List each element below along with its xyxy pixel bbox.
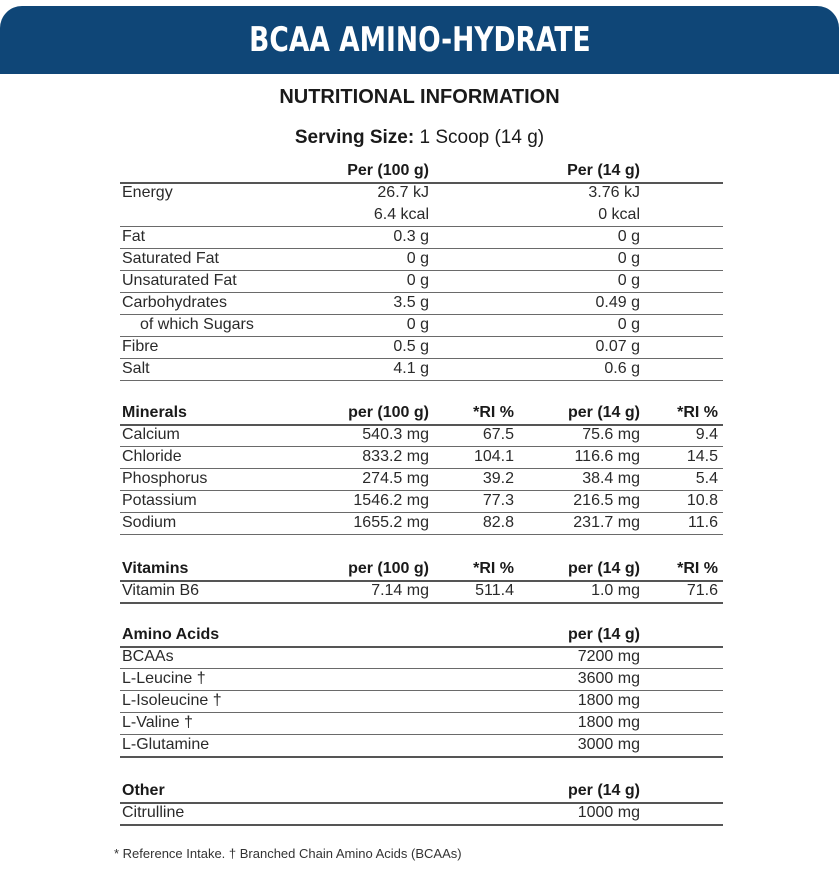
ri-per-100g: 82.8 — [482, 514, 514, 531]
serving-size-label: Serving Size: — [294, 127, 415, 148]
section-heading: NUTRITIONAL INFORMATION — [279, 86, 560, 108]
value-per-100g: 0.5 g — [393, 338, 429, 355]
section-title: Amino Acids — [122, 626, 220, 643]
product-title: BCAA AMINO-HYDRATE — [248, 20, 591, 60]
table-row — [120, 668, 723, 691]
column-header: per (100 g) — [348, 560, 429, 577]
row-label: L-Leucine † — [122, 670, 206, 687]
column-header: *RI % — [677, 404, 718, 421]
table-row — [120, 734, 723, 758]
value-per-serving: 0 g — [617, 272, 640, 289]
nutrition-header-row — [120, 160, 723, 184]
column-header: *RI % — [677, 560, 718, 577]
value-per-100g: 0.3 g — [393, 228, 429, 245]
value-per-100g: 26.7 kJ — [377, 184, 429, 201]
value-per-100g: 1546.2 mg — [353, 492, 429, 509]
row-label: Salt — [122, 360, 150, 377]
table-row — [120, 446, 723, 469]
row-label: Energy — [122, 184, 173, 201]
column-header: per (14 g) — [567, 404, 640, 421]
column-header: per (14 g) — [567, 560, 640, 577]
table-row — [120, 292, 723, 315]
minerals-header-row — [120, 402, 723, 426]
vitamins-header-row — [120, 558, 723, 582]
ri-per-100g: 104.1 — [473, 448, 514, 465]
ri-per-serving: 10.8 — [686, 492, 718, 509]
footnote: * Reference Intake. † Branched Chain Amino Acids (BCAAs) — [114, 846, 462, 861]
table-row — [120, 468, 723, 491]
value-per-100g: 4.1 g — [393, 360, 429, 377]
section-title: Other — [122, 782, 165, 799]
table-row — [120, 226, 723, 249]
column-header: per (100 g) — [348, 404, 429, 421]
row-label: L-Valine † — [122, 714, 193, 731]
column-header: Per (14 g) — [567, 162, 640, 179]
table-row — [120, 512, 723, 535]
table-row — [120, 314, 723, 337]
ri-per-100g: 39.2 — [482, 470, 514, 487]
table-row — [120, 490, 723, 513]
ri-per-serving: 9.4 — [695, 426, 718, 443]
ri-per-serving: 5.4 — [695, 470, 718, 487]
serving-size-value: 1 Scoop (14 g) — [419, 127, 545, 148]
value-per-serving: 116.6 mg — [574, 448, 640, 465]
value-per-serving: 0 g — [617, 316, 640, 333]
row-label: Potassium — [122, 492, 197, 509]
table-row — [120, 424, 723, 447]
value-per-100g: 1655.2 mg — [353, 514, 429, 531]
value-per-serving: 0 g — [617, 228, 640, 245]
value-per-serving: 3000 mg — [577, 736, 640, 753]
ri-per-100g: 77.3 — [482, 492, 514, 509]
value-per-serving: 38.4 mg — [582, 470, 640, 487]
value-per-100g: 3.5 g — [393, 294, 429, 311]
column-header: *RI % — [473, 560, 514, 577]
row-label: Fat — [122, 228, 146, 245]
value-per-serving: 3.76 kJ — [588, 184, 640, 201]
ri-per-serving: 14.5 — [686, 448, 718, 465]
row-label: Chloride — [122, 448, 182, 465]
value-per-serving: 216.5 mg — [573, 492, 640, 509]
table-row — [120, 646, 723, 669]
value-per-serving: 3600 mg — [577, 670, 640, 687]
value-per-100g: 6.4 kcal — [373, 206, 429, 223]
section-title: Minerals — [122, 404, 187, 421]
column-header: per (14 g) — [567, 782, 640, 799]
value-per-serving: 1800 mg — [577, 692, 640, 709]
row-label: of which Sugars — [140, 316, 254, 333]
row-label: Vitamin B6 — [122, 582, 200, 599]
section-title: Vitamins — [122, 560, 189, 577]
value-per-serving: 1800 mg — [577, 714, 640, 731]
table-row — [120, 182, 723, 204]
ri-per-100g: 511.4 — [475, 582, 514, 599]
value-per-100g: 0 g — [406, 316, 429, 333]
column-header: per (14 g) — [567, 626, 640, 643]
ri-per-serving: 11.6 — [688, 514, 718, 531]
row-label: L-Glutamine — [122, 736, 210, 753]
row-label: Unsaturated Fat — [122, 272, 237, 289]
row-label: BCAAs — [122, 648, 174, 665]
value-per-100g: 7.14 mg — [371, 582, 429, 599]
table-row — [120, 336, 723, 359]
row-label: Citrulline — [122, 804, 185, 821]
value-per-100g: 540.3 mg — [362, 426, 429, 443]
title-banner — [0, 6, 839, 74]
column-header: Per (100 g) — [347, 162, 429, 179]
ri-per-100g: 67.5 — [482, 426, 514, 443]
table-row — [120, 690, 723, 713]
value-per-100g: 274.5 mg — [362, 470, 429, 487]
value-per-serving: 0 g — [617, 250, 640, 267]
row-label: Calcium — [122, 426, 180, 443]
other-header-row — [120, 780, 723, 804]
row-label: Phosphorus — [122, 470, 208, 487]
serving-size — [0, 127, 839, 149]
value-per-serving: 0.49 g — [595, 294, 640, 311]
value-per-serving: 1.0 mg — [591, 582, 640, 599]
table-row — [120, 248, 723, 271]
column-header: *RI % — [473, 404, 514, 421]
value-per-100g: 0 g — [406, 272, 429, 289]
table-row — [120, 204, 723, 227]
value-per-serving: 75.6 mg — [582, 426, 640, 443]
row-label: Fibre — [122, 338, 159, 355]
table-row — [120, 712, 723, 735]
value-per-serving: 0.07 g — [595, 338, 640, 355]
table-row — [120, 270, 723, 293]
value-per-serving: 7200 mg — [577, 648, 640, 665]
ri-per-serving: 71.6 — [686, 582, 718, 599]
value-per-serving: 0.6 g — [604, 360, 640, 377]
table-row — [120, 802, 723, 826]
value-per-serving: 1000 mg — [577, 804, 640, 821]
amino-header-row — [120, 624, 723, 648]
row-label: Sodium — [122, 514, 177, 531]
value-per-100g: 833.2 mg — [362, 448, 429, 465]
row-label: Carbohydrates — [122, 294, 227, 311]
value-per-100g: 0 g — [406, 250, 429, 267]
table-row — [120, 358, 723, 381]
value-per-serving: 231.7 mg — [573, 514, 640, 531]
row-label: Saturated Fat — [122, 250, 219, 267]
value-per-serving: 0 kcal — [598, 206, 640, 223]
table-row — [120, 580, 723, 604]
row-label: L-Isoleucine † — [122, 692, 222, 709]
